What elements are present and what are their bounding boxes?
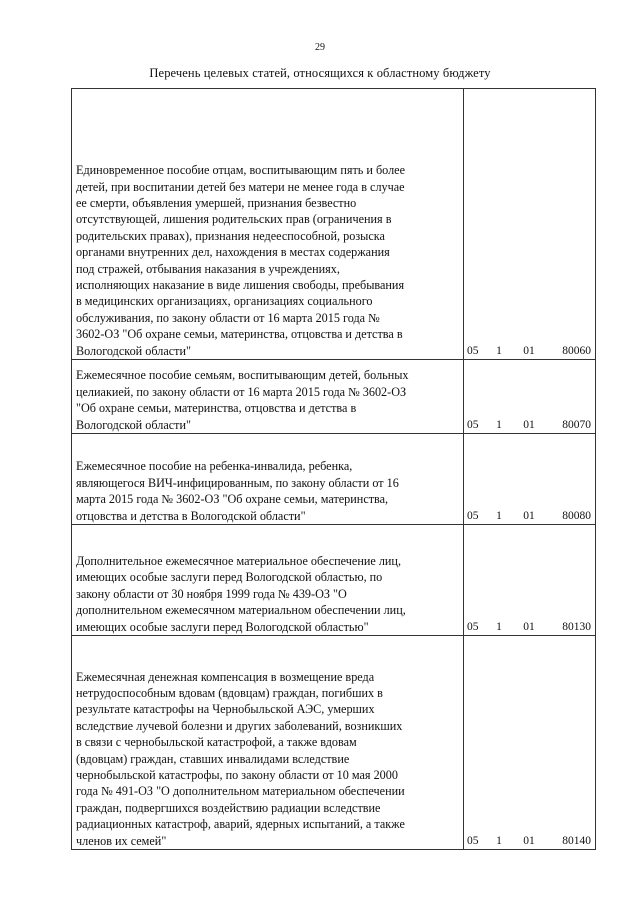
article-code	[464, 434, 596, 524]
table-row	[71, 525, 596, 636]
code-main-event: 01	[523, 620, 535, 633]
code-main-event: 01	[523, 344, 535, 357]
code-subprogram: 1	[496, 620, 502, 633]
description-line: имеющих особые заслуги перед Вологодской областью"	[76, 619, 369, 634]
description-line: граждан, подвергшихся воздействию радиации вследствие	[76, 800, 381, 815]
description-line: имеющих особые заслуги перед Вологодской областью, по	[76, 570, 383, 585]
description-line: результате катастрофы на Чернобыльской АЭС, умерших	[76, 702, 375, 717]
article-description	[71, 525, 464, 635]
code-main-event: 01	[523, 509, 535, 522]
description-line: 3602-ОЗ "Об охране семьи, материнства, отцовства и детства в	[76, 327, 403, 342]
article-code	[464, 89, 596, 359]
article-description	[71, 360, 464, 433]
description-line: обслуживания, по закону области от 16 марта 2015 года №	[76, 310, 380, 325]
description-line: Ежемесячное пособие на ребенка-инвалида, ребенка,	[76, 459, 353, 474]
description-line: (вдовцам) граждан, ставших инвалидами вследствие	[76, 751, 350, 766]
code-direction: 80060	[562, 344, 591, 357]
description-line: в медицинских организациях, организациях социального	[76, 294, 373, 309]
description-line: марта 2015 года № 3602-ОЗ "Об охране семьи, материнства,	[76, 492, 389, 507]
description-line: родительских правах), признания недееспособной, розыска	[76, 228, 385, 243]
article-code	[464, 360, 596, 433]
page-number: 29	[315, 42, 325, 53]
description-line: Ежемесячное пособие семьям, воспитывающим детей, больных	[76, 368, 409, 383]
target-articles-table	[71, 88, 596, 850]
description-line: вследствие лучевой болезни и других заболеваний, возникших	[76, 718, 403, 733]
article-code	[464, 636, 596, 849]
description-line: органами внутренних дел, нахождения в местах содержания	[76, 245, 390, 260]
description-line: являющегося ВИЧ-инфицированным, по закону области от 16	[76, 475, 399, 490]
code-subprogram: 1	[496, 834, 502, 847]
article-description	[71, 636, 464, 849]
description-line: Ежемесячная денежная компенсация в возмещение вреда	[76, 669, 375, 684]
description-line: отцовства и детства в Вологодской области"	[76, 508, 306, 523]
code-program: 05	[467, 344, 479, 357]
code-subprogram: 1	[496, 344, 502, 357]
article-description	[71, 89, 464, 359]
table-row	[71, 636, 596, 850]
description-line: нетрудоспособным вдовам (вдовцам) граждан, погибших в	[76, 685, 383, 700]
code-program: 05	[467, 418, 479, 431]
description-line: радиационных катастроф, аварий, ядерных испытаний, а также	[76, 817, 405, 832]
code-main-event: 01	[523, 418, 535, 431]
code-subprogram: 1	[496, 418, 502, 431]
description-line: чернобыльской катастрофы, по закону области от 10 мая 2000	[76, 767, 398, 782]
article-description	[71, 434, 464, 524]
article-code	[464, 525, 596, 635]
page-title: Перечень целевых статей, относящихся к областному бюджету	[149, 66, 491, 80]
code-subprogram: 1	[496, 509, 502, 522]
description-line: исполняющих наказание в виде лишения свободы, пребывания	[76, 277, 405, 292]
table-row	[71, 360, 596, 434]
description-line: дополнительном ежемесячном материальном обеспечении лиц,	[76, 603, 406, 618]
description-line: Вологодской области"	[76, 343, 191, 358]
description-line: в связи с чернобыльской катастрофой, а также вдовам	[76, 735, 357, 750]
description-line: отсутствующей, лишения родительских прав (ограничения в	[76, 212, 392, 227]
description-line: членов их семей"	[76, 833, 167, 848]
code-direction: 80140	[562, 834, 591, 847]
description-line: Вологодской области"	[76, 417, 191, 432]
description-line: закону области от 30 ноября 1999 года № 439-ОЗ "О	[76, 586, 347, 601]
description-line: детей, при воспитании детей без матери не менее года в случае	[76, 179, 405, 194]
description-line: ее смерти, объявления умершей, признания безвестно	[76, 195, 357, 210]
description-line: Единовременное пособие отцам, воспитывающим пять и более	[76, 163, 405, 178]
table-row	[71, 434, 596, 525]
code-program: 05	[467, 834, 479, 847]
description-line: "Об охране семьи, материнства, отцовства и детства в	[76, 401, 357, 416]
description-line: целиакией, по закону области от 16 марта 2015 года № 3602-ОЗ	[76, 384, 407, 399]
code-main-event: 01	[523, 834, 535, 847]
description-line: под стражей, отбывания наказания в учреждениях,	[76, 261, 340, 276]
table-row	[71, 89, 596, 360]
code-direction: 80070	[562, 418, 591, 431]
description-line: Дополнительное ежемесячное материальное обеспечение лиц,	[76, 553, 402, 568]
description-line: года № 491-ОЗ "О дополнительном материальном обеспечении	[76, 784, 405, 799]
code-program: 05	[467, 620, 479, 633]
code-direction: 80130	[562, 620, 591, 633]
code-direction: 80080	[562, 509, 591, 522]
code-program: 05	[467, 509, 479, 522]
